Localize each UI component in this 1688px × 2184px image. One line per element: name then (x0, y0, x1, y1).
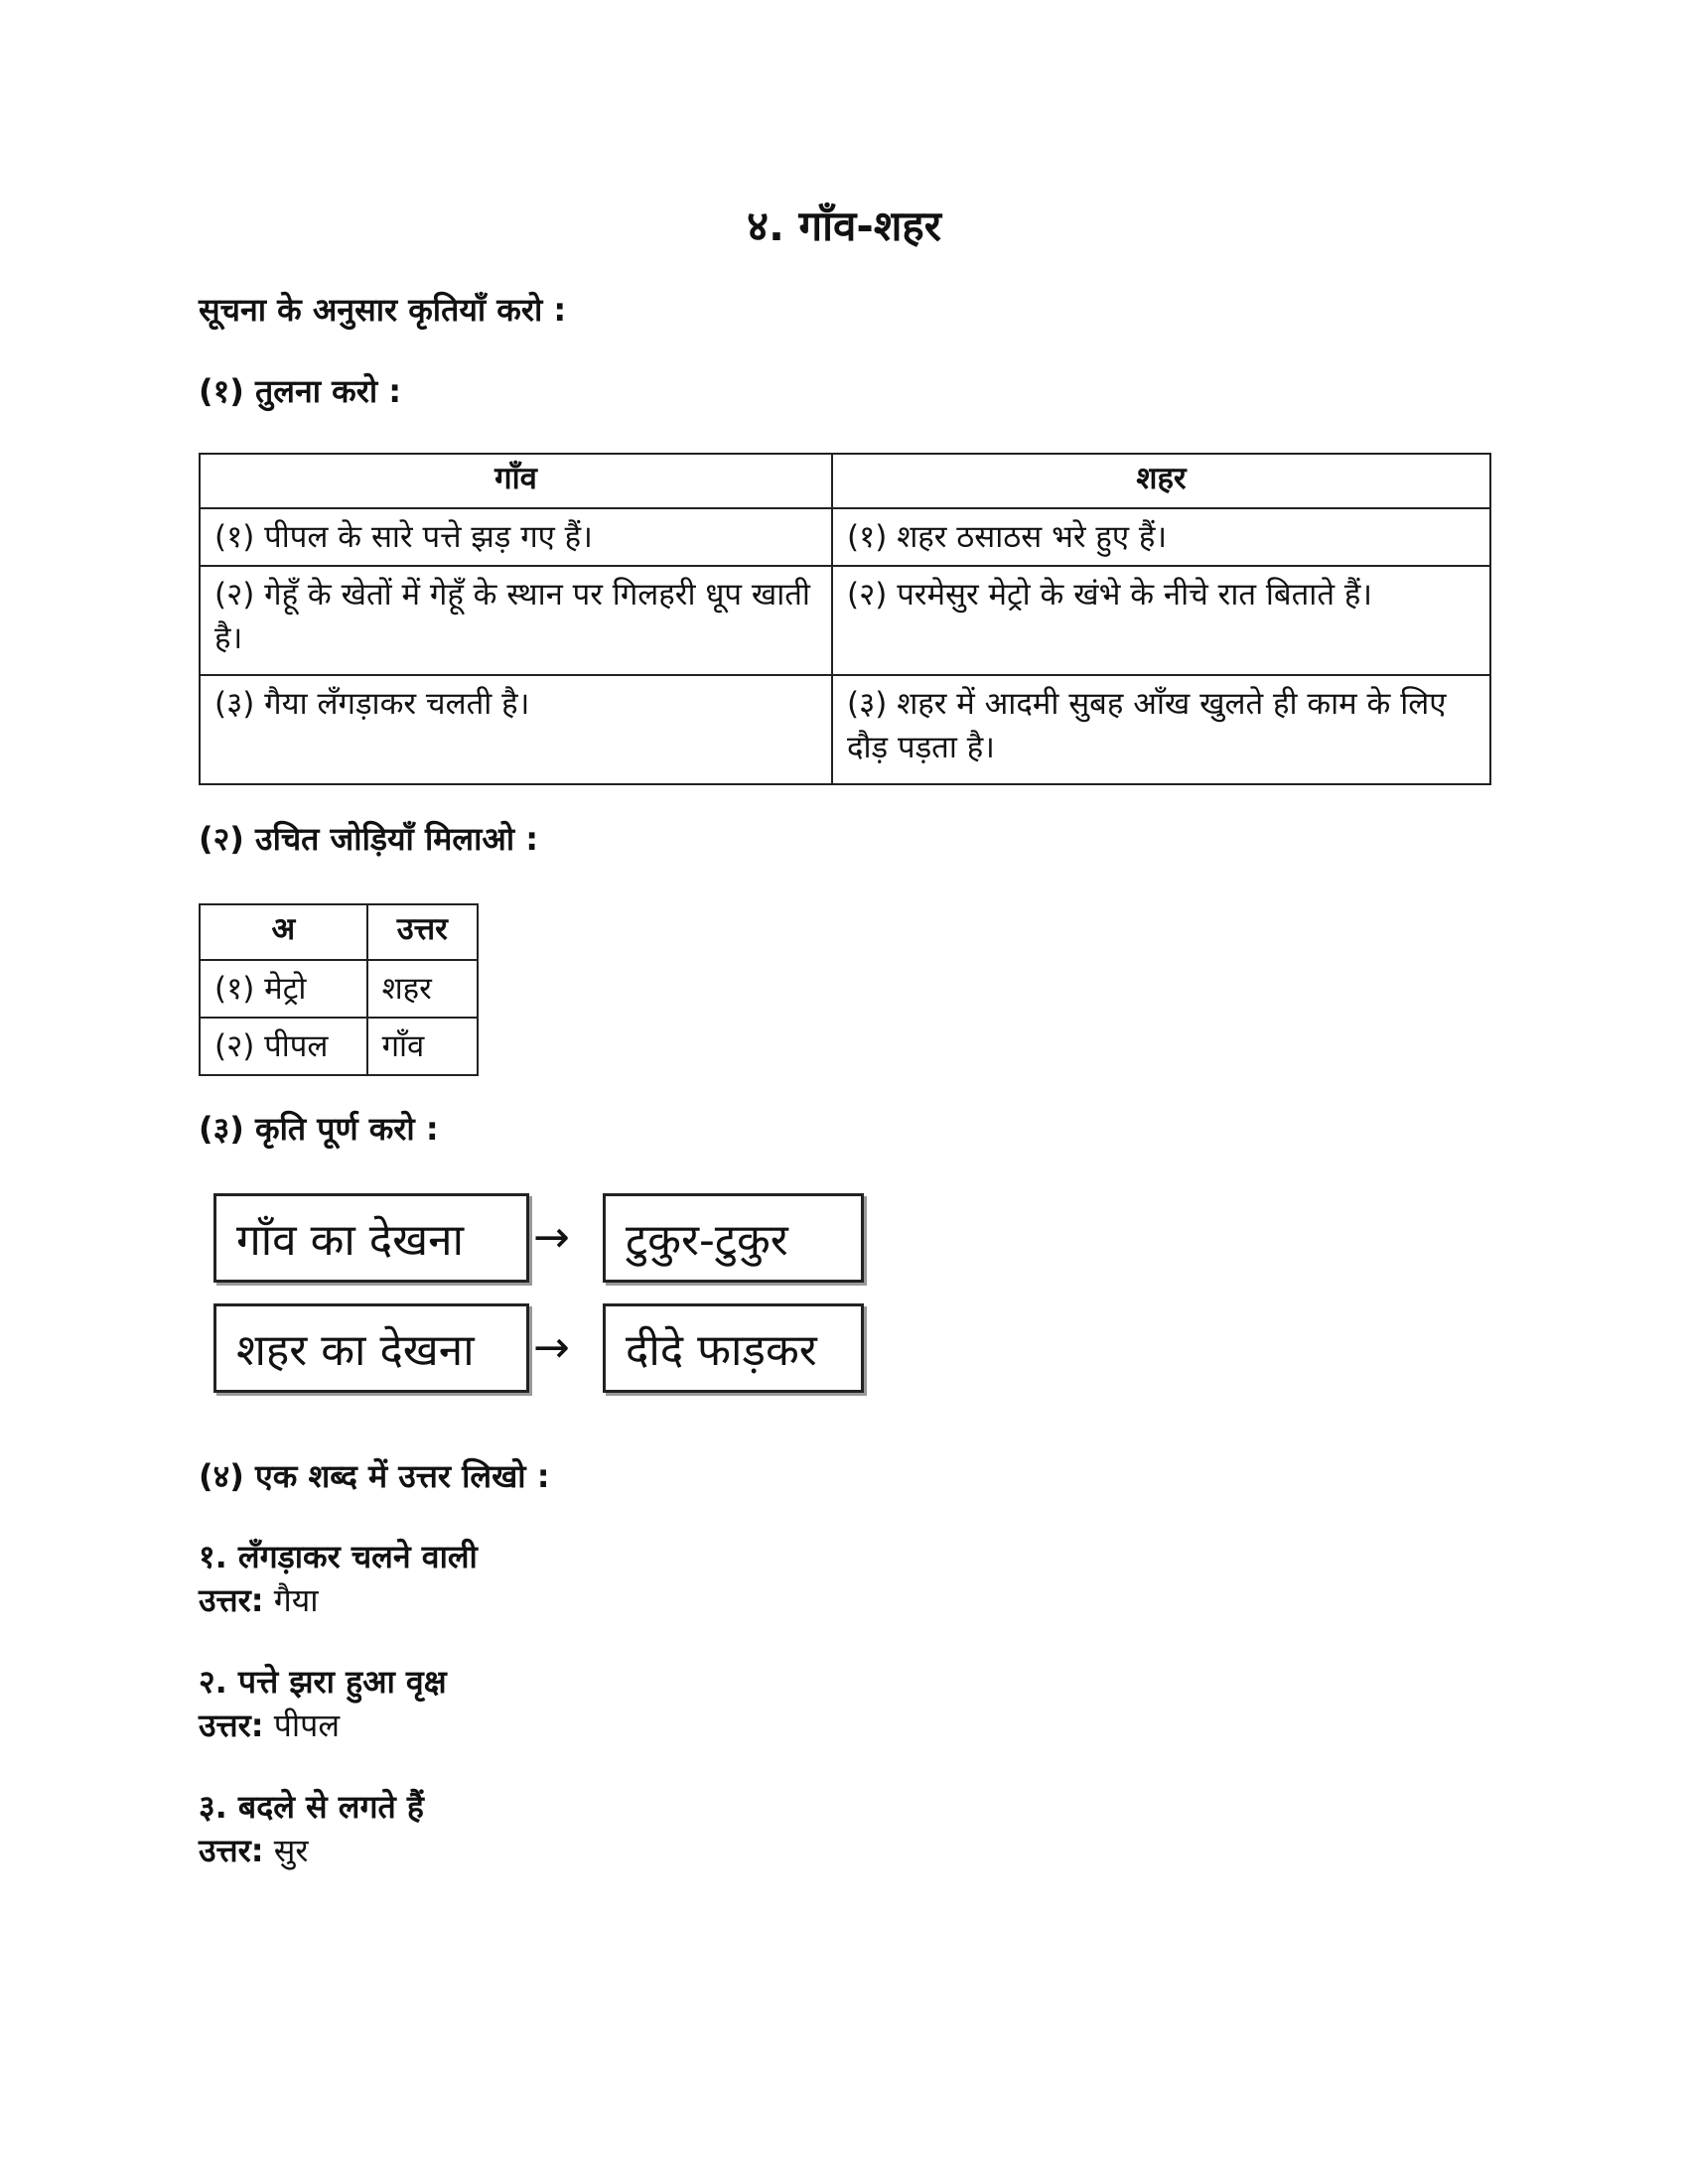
comparison-table (199, 453, 1491, 785)
answer-line (199, 1704, 340, 1746)
answer-line (199, 1578, 319, 1621)
arrow-right-icon: → (533, 1322, 570, 1373)
section3-heading: (३) कृति पूर्ण करो : (199, 1110, 439, 1148)
flow-box-result: दीदे फाड़कर (603, 1303, 864, 1393)
table-row (200, 566, 1490, 675)
table-row (200, 675, 1490, 784)
column-header-answer: उत्तर (367, 904, 478, 960)
table-cell: (३) शहर में आदमी सुबह आँख खुलते ही काम के लिए दौड़ पड़ता है। (832, 675, 1490, 784)
table-cell: गाँव (367, 1018, 478, 1075)
question-item: ३. बदले से लगते हैं (199, 1788, 424, 1826)
answer-text: सुर (273, 1832, 309, 1869)
page-title: ४. गाँव-शहर (747, 202, 941, 250)
column-header-a: अ (200, 904, 367, 960)
arrow-right-icon: → (533, 1212, 570, 1263)
table-cell: (२) पीपल (200, 1018, 367, 1075)
table-cell: शहर (367, 960, 478, 1018)
table-cell: (१) शहर ठसाठस भरे हुए हैं। (832, 508, 1490, 566)
table-header-row (200, 454, 1490, 508)
table-cell: (२) गेहूँ के खेतों में गेहूँ के स्थान पर गिलहरी धूप खाती है। (200, 566, 832, 675)
question-item: २. पत्ते झरा हुआ वृक्ष (199, 1663, 447, 1701)
table-cell: (२) परमेसुर मेट्रो के खंभे के नीचे रात बिताते हैं। (832, 566, 1490, 675)
answer-line (199, 1829, 308, 1871)
answer-label: उत्तर: (199, 1581, 264, 1619)
table-header-row (200, 904, 478, 960)
answer-label: उत्तर: (199, 1832, 264, 1869)
matching-table (199, 903, 479, 1076)
column-header-village: गाँव (200, 454, 832, 508)
table-cell: (३) गैया लँगड़ाकर चलती है। (200, 675, 832, 784)
answer-text: गैया (273, 1581, 319, 1619)
column-header-city: शहर (832, 454, 1490, 508)
section4-heading: (४) एक शब्द में उत्तर लिखो : (199, 1457, 550, 1495)
table-cell: (१) मेट्रो (200, 960, 367, 1018)
instruction-heading: सूचना के अनुसार कृतियाँ करो : (199, 291, 567, 329)
flow-row-village (213, 1193, 869, 1289)
question-item: १. लँगड़ाकर चलने वाली (199, 1538, 478, 1575)
answer-label: उत्तर: (199, 1706, 264, 1744)
table-row (200, 508, 1490, 566)
table-cell: (१) पीपल के सारे पत्ते झड़ गए हैं। (200, 508, 832, 566)
flow-box-source: शहर का देखना (213, 1303, 529, 1393)
section1-heading: (१) तुलना करो : (199, 372, 402, 410)
flow-box-result: टुकुर-टुकुर (603, 1193, 864, 1283)
table-row (200, 960, 478, 1018)
section2-heading: (२) उचित जोड़ियाँ मिलाओ : (199, 820, 539, 858)
answer-text: पीपल (273, 1706, 341, 1744)
flow-row-city (213, 1303, 869, 1399)
table-row (200, 1018, 478, 1075)
flow-box-source: गाँव का देखना (213, 1193, 529, 1283)
